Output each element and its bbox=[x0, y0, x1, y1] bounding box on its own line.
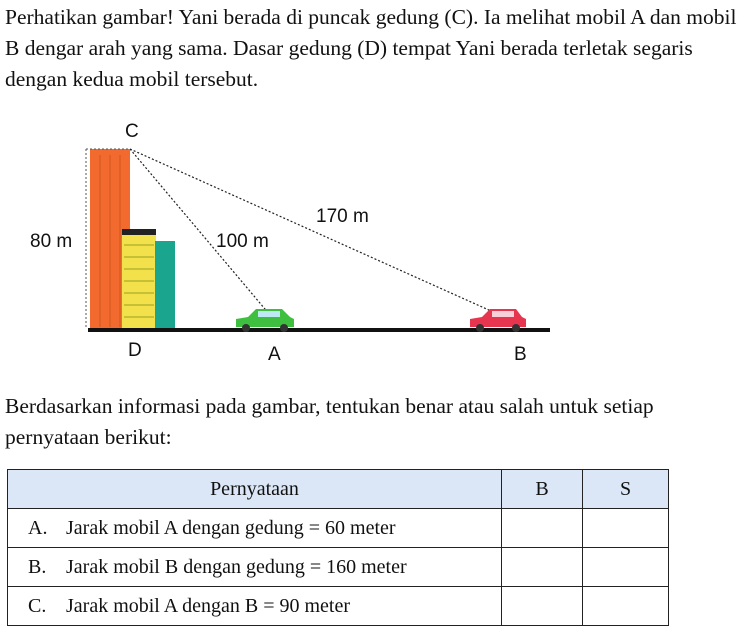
sight-line-cb bbox=[130, 149, 500, 315]
table-row bbox=[8, 509, 669, 548]
intro-text: Perhatikan gambar! Yani berada di puncak gedung (C). Ia melihat mobil A dan mobil B dengar arah yang sama. Dasar gedung (D) tempat Yani berada terletak segaris dengan kedua mobil tersebut. bbox=[5, 5, 737, 91]
statement-letter: B. bbox=[28, 555, 47, 578]
point-b-label: B bbox=[514, 344, 527, 365]
dist-cb-label: 170 m bbox=[316, 206, 369, 227]
figure bbox=[0, 105, 600, 370]
statement-cell bbox=[8, 509, 502, 548]
building-mid-roof bbox=[122, 229, 156, 235]
answer-true-cell[interactable] bbox=[502, 587, 583, 626]
height-label: 80 m bbox=[30, 231, 73, 252]
table-header-row bbox=[8, 470, 669, 509]
table-row bbox=[8, 548, 669, 587]
statement-text: Jarak mobil A dengan B = 90 meter bbox=[66, 594, 351, 617]
building-teal bbox=[155, 241, 175, 329]
point-d-label: D bbox=[128, 340, 142, 361]
statement-letter: C. bbox=[28, 594, 47, 617]
answer-false-cell[interactable] bbox=[583, 587, 669, 626]
answer-true-cell[interactable] bbox=[502, 548, 583, 587]
answer-false-cell[interactable] bbox=[583, 509, 669, 548]
answer-false-cell[interactable] bbox=[583, 548, 669, 587]
statement-cell bbox=[8, 548, 502, 587]
table-row bbox=[8, 587, 669, 626]
header-false: S bbox=[583, 470, 669, 509]
statement-text: Jarak mobil A dengan gedung = 60 meter bbox=[66, 516, 396, 539]
statement-cell bbox=[8, 587, 502, 626]
point-a-label: A bbox=[268, 344, 281, 365]
dist-ca-label: 100 m bbox=[216, 231, 269, 252]
header-true: B bbox=[502, 470, 583, 509]
header-statement: Pernyataan bbox=[8, 470, 502, 509]
point-c-label: C bbox=[125, 121, 139, 142]
question-text: Berdasarkan informasi pada gambar, tentukan benar atau salah untuk setiap pernyataan berikut: bbox=[5, 394, 654, 449]
statement-text: Jarak mobil B dengan gedung = 160 meter bbox=[66, 555, 407, 578]
answer-true-cell[interactable] bbox=[502, 509, 583, 548]
answer-table bbox=[7, 469, 669, 626]
statement-letter: A. bbox=[28, 516, 48, 539]
